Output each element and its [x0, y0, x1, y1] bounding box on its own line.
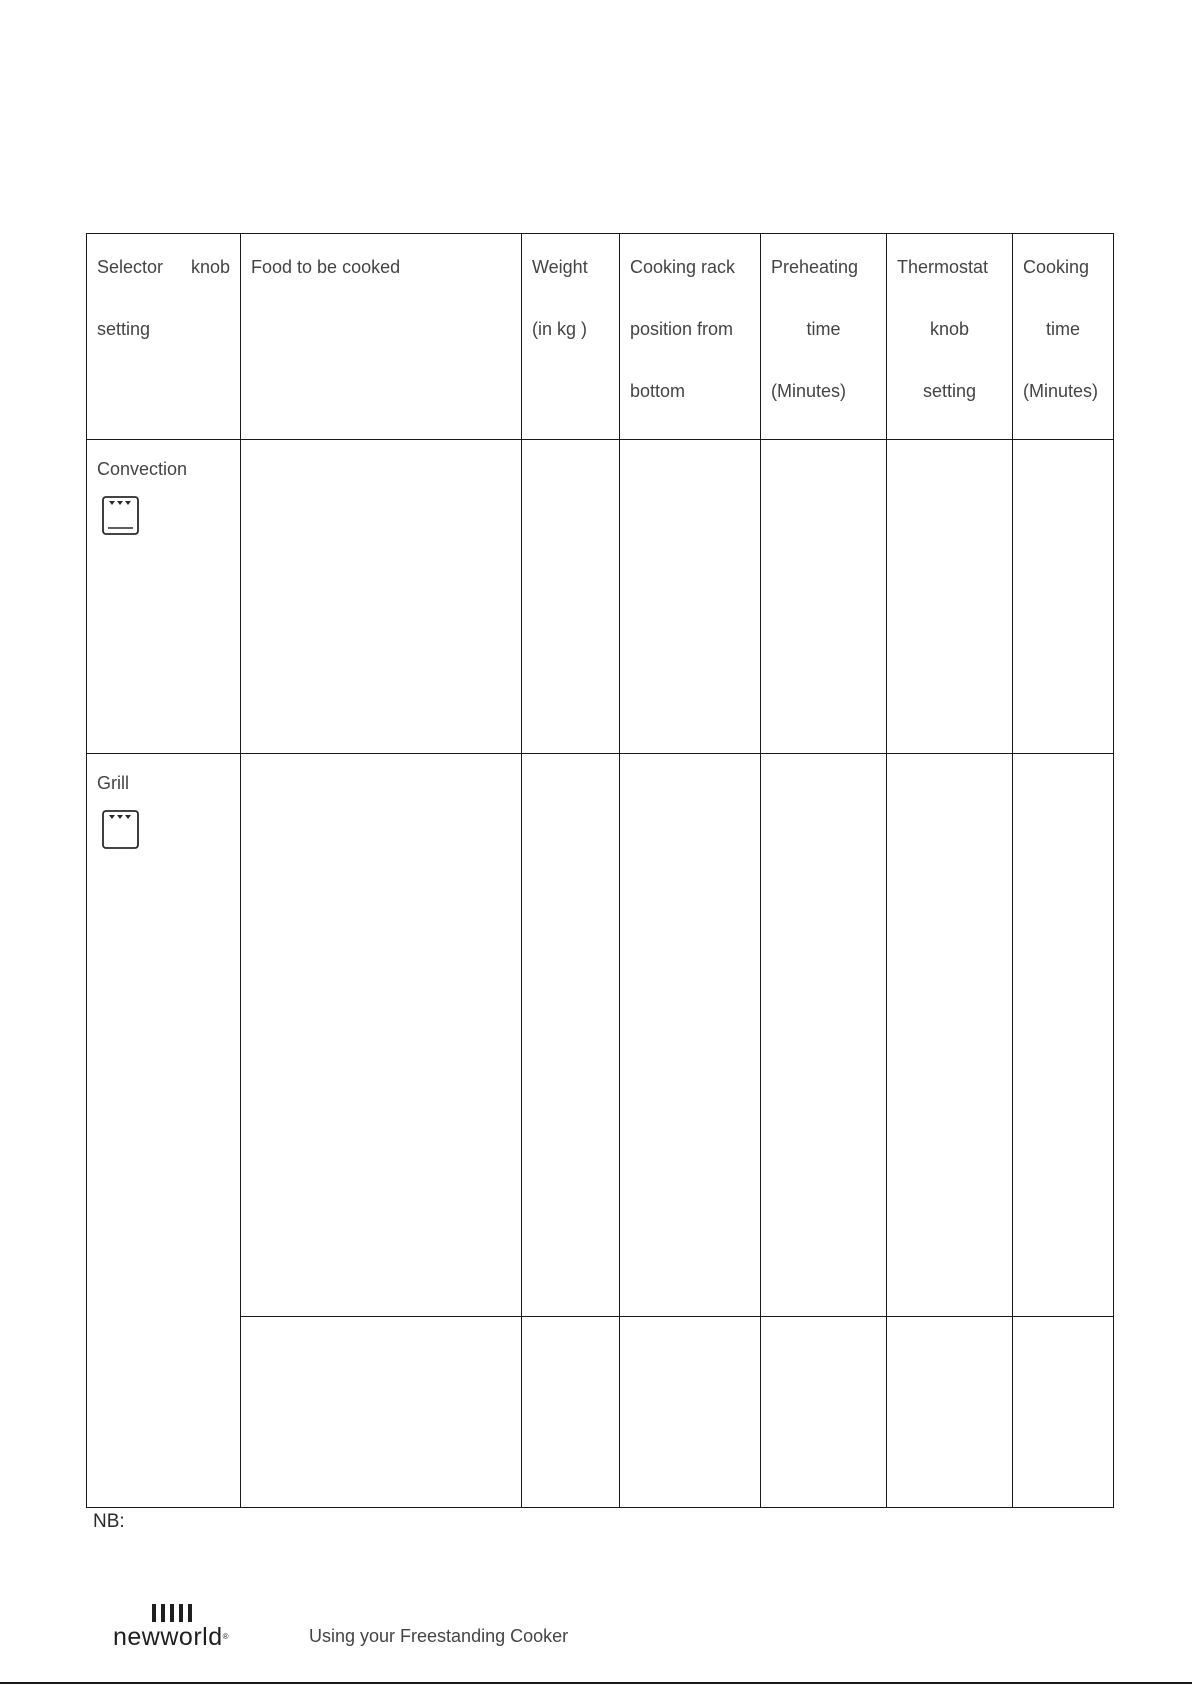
grill-rack-cell [620, 754, 761, 1317]
header-preheat-line1: Preheating [771, 257, 859, 277]
table-row-grill-second [87, 1317, 1114, 1508]
convection-cooktime-cell [1013, 440, 1114, 754]
header-cooktime-line3: (Minutes) [1023, 381, 1099, 401]
grill-food-cell [241, 754, 522, 1317]
header-setting-word: setting [97, 319, 151, 339]
note-label: NB: [93, 1511, 125, 1532]
table-header-row [87, 234, 1114, 440]
header-selector-knob-setting [87, 234, 241, 440]
grill-rack-cell-2 [620, 1317, 761, 1508]
header-cooking-time [1013, 234, 1114, 440]
table-row-grill [87, 754, 1114, 1317]
grill-cooktime-cell [1013, 754, 1114, 1317]
header-weight [522, 234, 620, 440]
convection-rack-cell [620, 440, 761, 754]
cooking-guide-table [86, 233, 1114, 1508]
convection-thermostat-cell [887, 440, 1013, 754]
grill-preheat-cell [761, 754, 887, 1317]
grill-preheat-cell-2 [761, 1317, 887, 1508]
logo-wordmark: newworld® [113, 1623, 230, 1651]
header-rack-position [620, 234, 761, 440]
grill-weight-cell-2 [522, 1317, 620, 1508]
header-weight-line1: Weight [532, 257, 588, 277]
footer-section-title: Using your Freestanding Cooker [309, 1626, 569, 1646]
grill-label: Grill [97, 773, 129, 793]
header-thermostat-line2: knob [929, 319, 970, 339]
convection-selector-cell [87, 440, 241, 754]
header-knob-word: knob [190, 257, 230, 277]
header-preheating-time [761, 234, 887, 440]
table-row-convection [87, 440, 1114, 754]
header-weight-line2: (in kg ) [532, 319, 588, 339]
newworld-logo [113, 1604, 237, 1650]
header-preheat-line2: time [806, 319, 841, 339]
oven-top-bottom-heat-icon [102, 496, 140, 536]
header-rack-line2: position from [630, 319, 734, 339]
grill-food-cell-2 [241, 1317, 522, 1508]
header-selector-word: Selector [97, 257, 164, 277]
header-food [241, 234, 522, 440]
logo-bars-icon [152, 1604, 237, 1622]
header-thermostat-line1: Thermostat [897, 257, 989, 277]
grill-weight-cell [522, 754, 620, 1317]
convection-food-cell [241, 440, 522, 754]
header-rack-line3: bottom [630, 381, 686, 401]
header-thermostat-knob-setting [887, 234, 1013, 440]
grill-thermostat-cell [887, 754, 1013, 1317]
convection-label: Convection [97, 459, 188, 479]
grill-thermostat-cell-2 [887, 1317, 1013, 1508]
header-cooktime-line2: time [1045, 319, 1080, 339]
header-preheat-line3: (Minutes) [771, 381, 847, 401]
header-thermostat-line3: setting [922, 381, 977, 401]
footer-divider [0, 1682, 1192, 1684]
convection-preheat-cell [761, 440, 887, 754]
oven-top-heat-icon [102, 810, 140, 850]
header-food-text: Food to be cooked [251, 257, 401, 277]
grill-selector-cell [87, 754, 241, 1508]
grill-cooktime-cell-2 [1013, 1317, 1114, 1508]
header-cooktime-line1: Cooking [1023, 257, 1090, 277]
convection-weight-cell [522, 440, 620, 754]
header-rack-line1: Cooking rack [630, 257, 736, 277]
